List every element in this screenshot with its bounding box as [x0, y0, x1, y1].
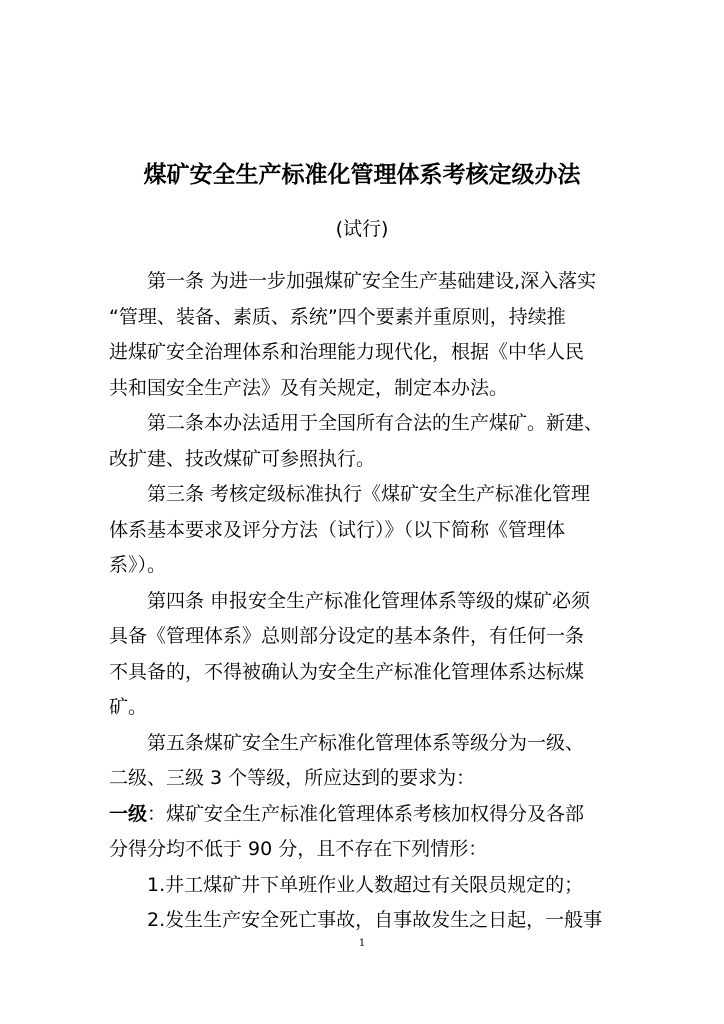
level-one-line — [109, 797, 629, 833]
article-2-line-1: 第二条本办法适用于全国所有合法的生产煤矿。新建、 — [147, 412, 604, 434]
article-3-line-2: 体系基本要求及评分方法（试行）》（以下简称《管理体 — [109, 518, 566, 541]
article-2-line-2: 改扩建、技改煤矿可参照执行。 — [109, 447, 376, 470]
article-4-line-3: 不具备的，不得被确认为安全生产标准化管理体系达标煤 — [109, 660, 585, 683]
article-1-line-1: 第一条 为进一步加强煤矿安全生产基础建设,深入落实 — [147, 270, 597, 292]
article-1-line-4: 共和国安全生产法》及有关规定，制定本办法。 — [109, 376, 509, 399]
condition-2-line: 2.发生生产安全死亡事故，自事故发生之日起，一般事 — [147, 909, 603, 931]
document-body — [109, 264, 629, 939]
article-1-line-2: “管理、装备、素质、系统”四个要素并重原则，持续推 — [109, 305, 566, 328]
document-subtitle: (试行) — [335, 218, 389, 240]
article-3-line-1: 第三条 考核定级标准执行《煤矿安全生产标准化管理 — [147, 483, 591, 505]
article-1-line-3: 进煤矿安全治理体系和治理能力现代化，根据《中华人民 — [109, 341, 585, 363]
page-number: 1 — [358, 938, 366, 949]
level-one-text: ：煤矿安全生产标准化管理体系考核加权得分及各部 — [147, 802, 585, 825]
document-title: 煤矿安全生产标准化管理体系考核定级办法 — [143, 162, 581, 188]
article-4-line-1: 第四条 申报安全生产标准化管理体系等级的煤矿必须 — [147, 589, 591, 612]
article-5-line-2: 二级、三级 3 个等级，所应达到的要求为： — [109, 767, 476, 789]
article-3-line-3: 系》）。 — [109, 554, 167, 576]
condition-1-line: 1.井工煤矿井下单班作业人数超过有关限员规定的； — [147, 873, 584, 896]
article-4-line-4: 矿。 — [109, 696, 148, 718]
level-one-term: 一级 — [109, 802, 148, 825]
article-5-line-1: 第五条煤矿安全生产标准化管理体系等级分为一级、 — [147, 731, 585, 754]
article-4-line-2: 具备《管理体系》总则部分设定的基本条件，有任何一条 — [109, 625, 585, 647]
level-one-line-2: 分得分均不低于 90 分，且不存在下列情形： — [109, 838, 488, 860]
